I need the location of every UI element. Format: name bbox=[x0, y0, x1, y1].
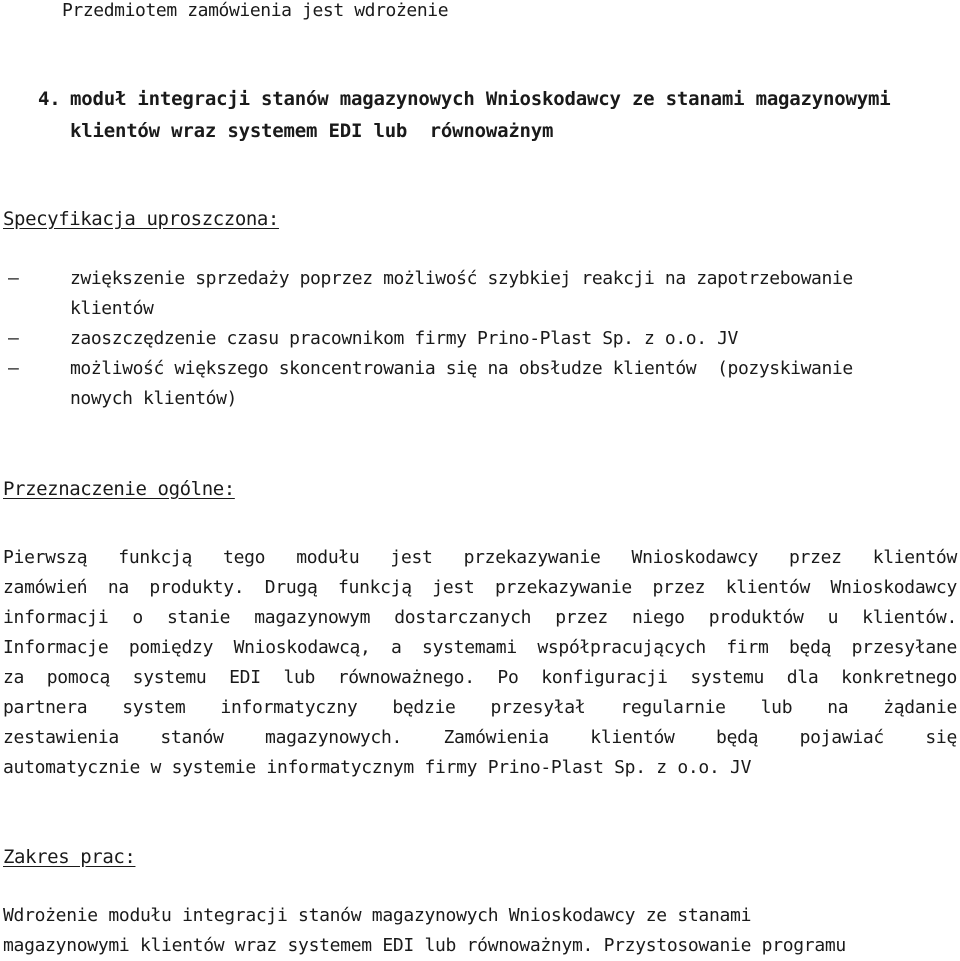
bullet-3-line2: nowych klientów) bbox=[70, 388, 237, 409]
purpose-line: automatycznie w systemie informatycznym firmy Prino-Plast Sp. z o.o. JV bbox=[3, 757, 752, 778]
purpose-line: Pierwszą funkcją tego modułu jest przekazywanie Wnioskodawcy przez klientów bbox=[3, 547, 957, 568]
bullet-dash-2: – bbox=[8, 328, 19, 349]
bullet-1-line2: klientów bbox=[70, 298, 154, 319]
scope-line: magazynowymi klientów wraz systemem EDI lub równoważnym. Przystosowanie programu bbox=[3, 935, 846, 956]
module-title-line1: moduł integracji stanów magazynowych Wnioskodawcy ze stanami magazynowymi bbox=[70, 88, 891, 110]
bullet-dash-3: – bbox=[8, 358, 19, 379]
purpose-line: partnera system informatyczny będzie przesyłał regularnie lub na żądanie bbox=[3, 697, 957, 718]
purpose-line: za pomocą systemu EDI lub równoważnego. Po konfiguracji systemu dla konkretnego bbox=[3, 667, 957, 688]
bullet-2-line1: zaoszczędzenie czasu pracownikom firmy Prino-Plast Sp. z o.o. JV bbox=[70, 328, 738, 349]
scope-section-title: Zakres prac: bbox=[3, 846, 136, 868]
purpose-section-title: Przeznaczenie ogólne: bbox=[3, 478, 235, 500]
bullet-dash-1: – bbox=[8, 268, 19, 289]
purpose-line: zamówień na produkty. Drugą funkcją jest przekazywanie przez klientów Wnioskodawcy bbox=[3, 577, 957, 598]
scope-paragraph bbox=[3, 901, 957, 961]
module-heading-line1 bbox=[38, 88, 958, 110]
bullet-3-line1: możliwość większego skoncentrowania się na obsłudze klientów (pozyskiwanie bbox=[70, 358, 853, 379]
scope-line: Wdrożenie modułu integracji stanów magazynowych Wnioskodawcy ze stanami bbox=[3, 905, 752, 926]
intro-text: Przedmiotem zamówienia jest wdrożenie bbox=[62, 0, 449, 21]
spec-section-title: Specyfikacja uproszczona: bbox=[3, 208, 279, 230]
purpose-line: zestawienia stanów magazynowych. Zamówienia klientów będą pojawiać się bbox=[3, 727, 957, 748]
module-title-line2: klientów wraz systemem EDI lub równoważnym bbox=[70, 120, 554, 142]
module-number: 4. bbox=[38, 88, 61, 110]
bullet-1-line1: zwiększenie sprzedaży poprzez możliwość szybkiej reakcji na zapotrzebowanie bbox=[70, 268, 853, 289]
purpose-line: Informacje pomiędzy Wnioskodawcą, a systemami współpracujących firm będą przesyłane bbox=[3, 637, 957, 658]
purpose-line: informacji o stanie magazynowym dostarczanych przez niego produktów u klientów. bbox=[3, 607, 957, 628]
purpose-paragraph bbox=[3, 543, 957, 783]
